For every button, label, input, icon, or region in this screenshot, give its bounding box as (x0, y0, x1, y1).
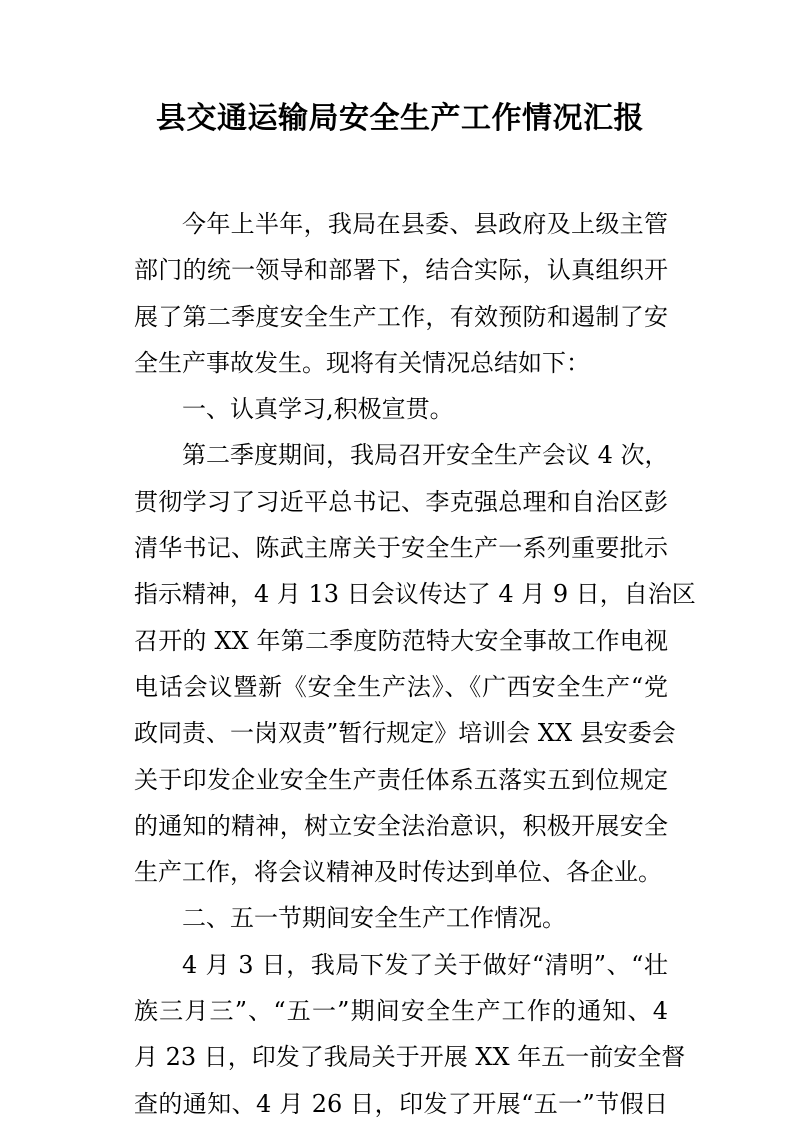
body-line: 二、五一节期间安全生产工作情况。 (182, 904, 566, 933)
body-line: 生产工作，将会议精神及时传达到单位、各企业。 (134, 858, 662, 887)
body-line: 清华书记、陈武主席关于安全生产一系列重要批示 (134, 534, 668, 563)
body-line: 月 23 日，印发了我局关于开展 XX 年五一前安全督 (134, 1043, 686, 1072)
body-line: 查的通知、4 月 26 日，印发了开展“五一”节假日 (134, 1089, 668, 1118)
body-line: 4 月 3 日，我局下发了关于做好“清明”、“壮 (182, 950, 668, 979)
body-line: 政同责、一岗双责”暂行规定》培训会 XX 县安委会 (134, 719, 676, 748)
body-line: 部门的统一领导和部署下，结合实际，认真组织开 (134, 256, 668, 285)
body-line: 的通知的精神，树立安全法治意识，积极开展安全 (134, 811, 668, 840)
body-line: 族三月三”、“五一”期间安全生产工作的通知、4 (134, 997, 668, 1026)
body-line: 一、认真学习,积极宣贯。 (182, 395, 454, 424)
body-line: 指示精神，4 月 13 日会议传达了 4 月 9 日，自治区 (134, 580, 696, 609)
body-line: 关于印发企业安全生产责任体系五落实五到位规定 (134, 765, 668, 794)
body-line: 全生产事故发生。现将有关情况总结如下： (134, 348, 590, 377)
body-line: 展了第二季度安全生产工作，有效预防和遏制了安 (134, 302, 668, 331)
body-line: 电话会议暨新《安全生产法》、《广西安全生产“党 (134, 672, 668, 701)
body-line: 第二季度期间，我局召开安全生产会议 4 次， (182, 441, 669, 470)
document-title: 县交通运输局安全生产工作情况汇报 (156, 101, 644, 136)
body-line: 贯彻学习了习近平总书记、李克强总理和自治区彭 (134, 487, 668, 516)
body-line: 召开的 XX 年第二季度防范特大安全事故工作电视 (134, 626, 668, 655)
body-line: 今年上半年，我局在县委、县政府及上级主管 (182, 210, 668, 238)
document-body (134, 201, 696, 1127)
